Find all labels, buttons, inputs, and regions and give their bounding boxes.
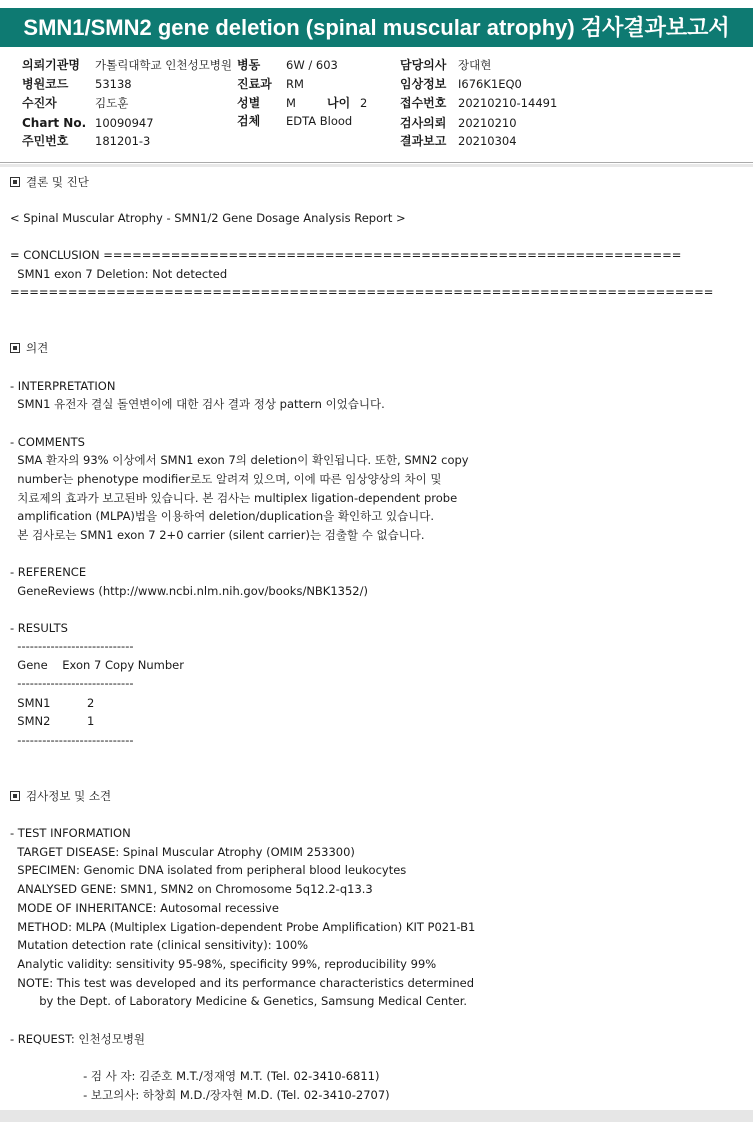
reporting-doctor-line: - 보고의사: 하창희 M.D./장자현 M.D. (Tel. 02-3410-2707) (10, 1088, 390, 1102)
conclusion-end-rule: ========================================================================= (10, 285, 714, 299)
header-divider (0, 162, 753, 163)
header-divider-shadow (0, 164, 753, 167)
receipt-no-value: 20210210-14491 (458, 96, 558, 110)
sex-value: M (286, 96, 296, 110)
comments-line: 치료제의 효과가 보고된바 있습니다. 본 검사는 multiplex ligation-dependent probe (10, 491, 458, 505)
section-box-icon (10, 343, 20, 353)
ward-value: 6W / 603 (286, 58, 338, 72)
interpretation-text: SMN1 유전자 결실 돌연변이에 대한 검사 결과 정상 pattern 이었습니다. (10, 397, 385, 411)
institution-label: 의뢰기관명 (22, 58, 80, 72)
results-rule: ---------------------------- (10, 733, 134, 747)
age-label: 나이 (327, 96, 351, 110)
conclusion-section-heading (10, 173, 89, 191)
test-info-section-title: 검사정보 및 소견 (26, 789, 112, 803)
request-date-value: 20210210 (458, 116, 517, 130)
conclusion-section-title: 결론 및 진단 (26, 175, 89, 189)
test-info-line: MODE OF INHERITANCE: Autosomal recessive (10, 901, 279, 915)
report-heading: < Spinal Muscular Atrophy - SMN1/2 Gene Dosage Analysis Report > (10, 211, 406, 225)
results-rule: ---------------------------- (10, 639, 134, 653)
specimen-label: 검체 (237, 114, 261, 128)
test-info-line: Mutation detection rate (clinical sensitivity): 100% (10, 938, 309, 952)
section-box-icon (10, 791, 20, 801)
clinical-info-value: I676K1EQ0 (458, 77, 522, 91)
institution-value: 가톨릭대학교 인천성모병원 (95, 58, 232, 72)
report-title: SMN1/SMN2 gene deletion (spinal muscular atrophy) 검사결과보고서 (0, 8, 753, 47)
comments-line: amplification (MLPA)법을 이용하여 deletion/duplication을 확인하고 있습니다. (10, 509, 435, 523)
request-date-label: 검사의뢰 (400, 116, 447, 130)
test-info-section-heading (10, 787, 111, 805)
conclusion-text: SMN1 exon 7 Deletion: Not detected (10, 267, 228, 281)
results-table-header: Gene Exon 7 Copy Number (10, 658, 184, 672)
patient-label: 수진자 (22, 96, 57, 110)
hospital-code-value: 53138 (95, 77, 132, 91)
resident-no-label: 주민번호 (22, 134, 69, 148)
patient-value: 김도훈 (95, 96, 129, 110)
hospital-code-label: 병원코드 (22, 77, 69, 91)
interpretation-heading: - INTERPRETATION (10, 379, 116, 393)
results-heading: - RESULTS (10, 621, 68, 635)
chart-no-value: 10090947 (95, 116, 154, 130)
conclusion-rule: = CONCLUSION ============================================================ (10, 248, 682, 262)
results-row: SMN2 1 (10, 714, 95, 728)
chart-no-label: Chart No. (22, 116, 87, 130)
test-info-line: TARGET DISEASE: Spinal Muscular Atrophy (OMIM 253300) (10, 845, 355, 859)
patient-info-panel (0, 52, 753, 162)
footer-bar (0, 1110, 753, 1122)
specimen-value: EDTA Blood (286, 114, 353, 128)
sex-label: 성별 (237, 96, 261, 110)
resident-no-value: 181201-3 (95, 134, 151, 148)
clinical-info-label: 임상정보 (400, 77, 447, 91)
test-info-line: NOTE: This test was developed and its performance characteristics determined (10, 976, 475, 990)
test-info-line: METHOD: MLPA (Multiplex Ligation-dependent Probe Amplification) KIT P021-B1 (10, 920, 476, 934)
reference-heading: - REFERENCE (10, 565, 87, 579)
results-row: SMN1 2 (10, 696, 95, 710)
doctor-label: 담당의사 (400, 58, 447, 72)
doctor-value: 장대현 (458, 58, 492, 72)
results-rule: ---------------------------- (10, 676, 134, 690)
comments-line: SMA 환자의 93% 이상에서 SMN1 exon 7의 deletion이 확인됩니다. 또한, SMN2 copy (10, 453, 469, 467)
opinion-section-heading (10, 339, 48, 357)
comments-line: number는 phenotype modifier로도 알려져 있으며, 이에 따른 임상양상의 차이 및 (10, 472, 442, 486)
ward-label: 병동 (237, 58, 261, 72)
opinion-section-title: 의견 (26, 341, 49, 355)
request-line: - REQUEST: 인천성모병원 (10, 1032, 146, 1046)
test-info-line: SPECIMEN: Genomic DNA isolated from peripheral blood leukocytes (10, 863, 407, 877)
comments-line: 본 검사로는 SMN1 exon 7 2+0 carrier (silent carrier)는 검출할 수 없습니다. (10, 528, 425, 542)
report-date-label: 결과보고 (400, 134, 447, 148)
dept-value: RM (286, 77, 304, 91)
test-info-line: ANALYSED GENE: SMN1, SMN2 on Chromosome 5q12.2-q13.3 (10, 882, 373, 896)
test-info-line: Analytic validity: sensitivity 95-98%, specificity 99%, reproducibility 99% (10, 957, 437, 971)
dept-label: 진료과 (237, 77, 272, 91)
examiner-line: - 검 사 자: 김준호 M.T./정재영 M.T. (Tel. 02-3410-6811) (10, 1069, 380, 1083)
test-information-heading: - TEST INFORMATION (10, 826, 131, 840)
reference-text: GeneReviews (http://www.ncbi.nlm.nih.gov/books/NBK1352/) (10, 584, 368, 598)
age-value: 2 (360, 96, 368, 110)
comments-heading: - COMMENTS (10, 435, 85, 449)
section-box-icon (10, 177, 20, 187)
test-info-line: by the Dept. of Laboratory Medicine & Genetics, Samsung Medical Center. (10, 994, 468, 1008)
receipt-no-label: 접수번호 (400, 96, 447, 110)
report-date-value: 20210304 (458, 134, 517, 148)
